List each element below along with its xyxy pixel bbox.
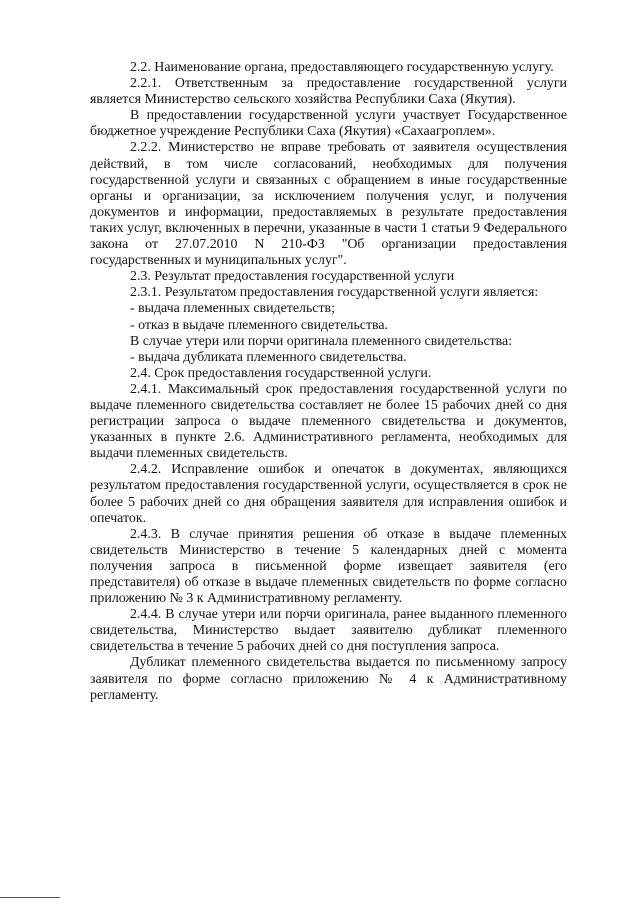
paragraph-2-4-1: 2.4.1. Максимальный срок предоставления государственной услуги по выдаче племенного свидетельства составляет не более 15 рабочих дней со дня регистрации запроса о выдаче племенного свидетельства и документов, указанных в пункте 2.6. Административного регламента, необходимых для выдачи племенных свидетельств.	[90, 381, 567, 462]
paragraph-2-2-2: 2.2.2. Министерство не вправе требовать от заявителя осуществления действий, в том числе согласований, необходимых для получения государственной услуги и связанных с обращением в иные государственные органы и организации, за исключением получения услуг, и получения документов и информации, предоставляемых в результате предоставления таких услуг, включенных в перечни, указанные в части 1 статьи 9 Федерального закона от 27.07.2010 N 210-ФЗ "Об организации предоставления государственных и муниципальных услуг".	[90, 140, 567, 269]
section-2-2-heading: 2.2. Наименование органа, предоставляющего государственную услугу.	[130, 60, 554, 75]
paragraph-2-3-1: 2.3.1. Результатом предоставления государственной услуги является:	[130, 285, 539, 301]
list-item-refusal: - отказ в выдаче племенного свидетельства.	[130, 317, 389, 333]
paragraph-2-4-3: 2.4.3. В случае принятия решения об отказе в выдаче племенных свидетельств Министерство в течение 5 календарных дней с момента получения запроса в письменной форме извещает заявителя (его представителя) об отказе в выдаче племенных свидетельств по форме согласно приложению № 3 к Административному регламенту.	[90, 526, 567, 607]
paragraph-2-4-4: 2.4.4. В случае утери или порчи оригинала, ранее выданного племенного свидетельства, Министерство выдает заявителю дубликат племенного свидетельства в течение 5 рабочих дней со дня поступления запроса.	[90, 607, 567, 655]
paragraph-2-4-2: 2.4.2. Исправление ошибок и опечаток в документах, являющихся результатом предоставления государственной услуги, осуществляется в срок не более 5 рабочих дней со дня обращения заявителя для исправления ошибок и опечаток.	[90, 462, 567, 526]
paragraph-2-2-1: 2.2.1. Ответственным за предоставление государственной услуги является Министерство сельского хозяйства Республики Саха (Якутия).	[90, 76, 567, 108]
paragraph-duplicate-request: Дубликат племенного свидетельства выдается по письменному запросу заявителя по форме согласно приложению № 4 к Административному регламенту.	[90, 655, 567, 703]
list-item-duplicate: - выдача дубликата племенного свидетельства.	[130, 349, 407, 365]
list-item-issue: - выдача племенных свидетельств;	[130, 301, 335, 317]
document-body	[90, 60, 567, 704]
section-2-3-heading: 2.3. Результат предоставления государственной услуги	[130, 269, 455, 285]
paragraph-participant: В предоставлении государственной услуги участвует Государственное бюджетное учреждение Республики Саха (Якутия) «Сахаагроплем».	[90, 108, 567, 140]
footer-divider	[0, 897, 60, 898]
paragraph-loss-case: В случае утери или порчи оригинала племенного свидетельства:	[130, 333, 513, 349]
section-2-4-heading: 2.4. Срок предоставления государственной услуги.	[130, 365, 432, 381]
